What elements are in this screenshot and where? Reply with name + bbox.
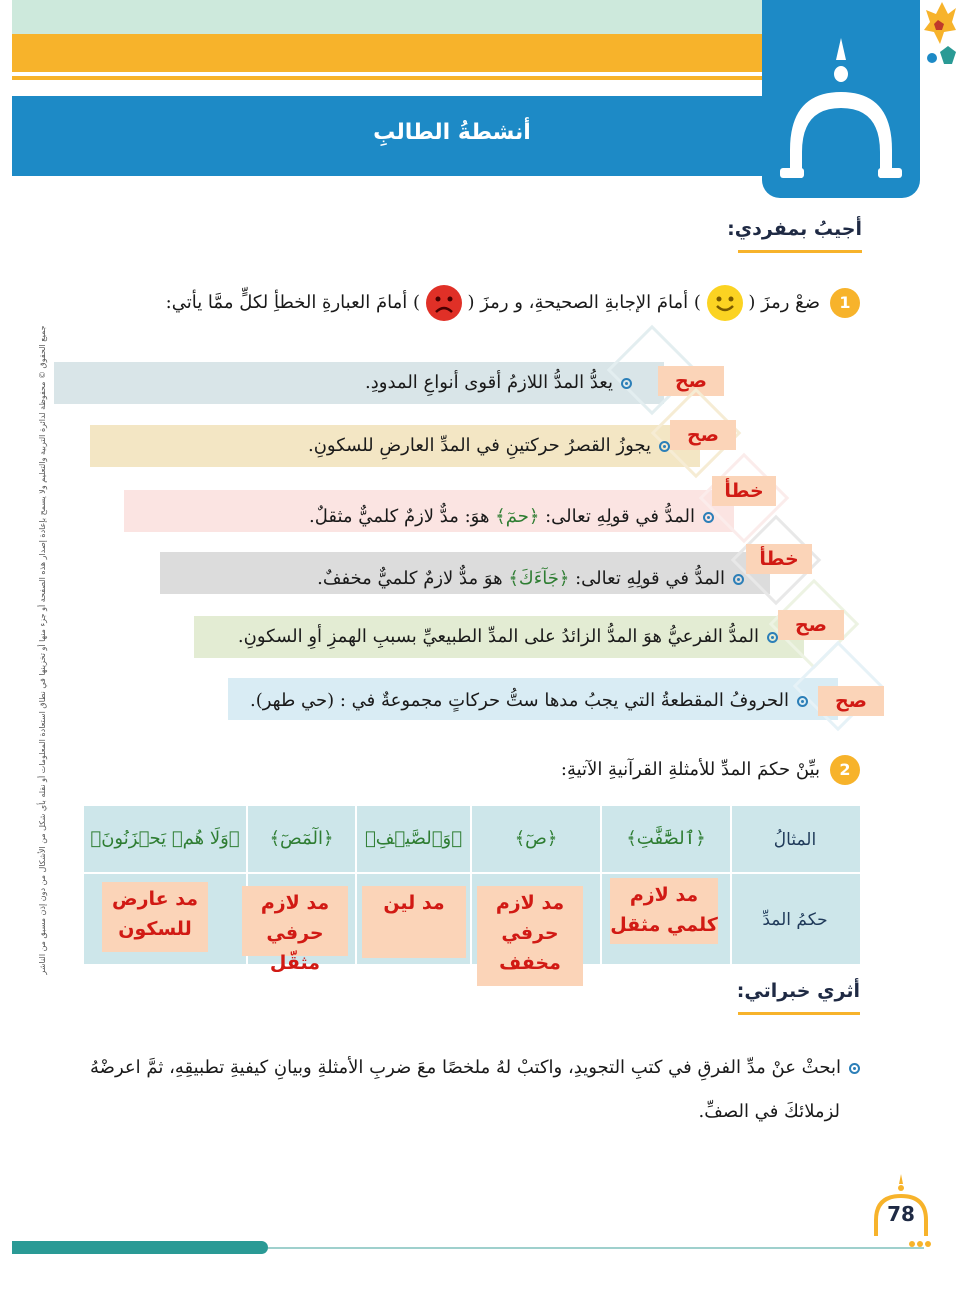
example-cell: ﴿وَلَا هُمۡ يَحۡزَنُونَ﴾ <box>90 828 240 849</box>
section-heading-enrich: أثري خبراتي: <box>736 980 860 1002</box>
bullet-icon <box>659 441 670 452</box>
q1-close-paren: ) <box>693 292 701 313</box>
ruling-answer: مد لازم كلمي مثقل <box>610 878 718 944</box>
statement-text: يعدُّ المدُّ اللازمُ أقوى أنواعِ المدودِ. <box>54 362 632 404</box>
enrichment-text: ابحثْ عنْ مدِّ الفرقِ في كتبِ التجويدِ، واكتبْ لهُ ملخصًا معَ ضربِ الأمثلةِ وبيانِ كيفيةِ تطبيقِهِ، ثمَّ اعرضْهُ <box>70 1048 860 1088</box>
q1-open-paren: ( <box>748 292 756 313</box>
question-number-2: 2 <box>830 755 860 785</box>
example-cell: ﴿ٱلصَّٰٓفَّٰتِ﴾ <box>626 828 706 849</box>
example-cell: ﴿الٓمٓصٓ﴾ <box>269 828 334 849</box>
example-cell: ﴿وَٱلصَّيۡفِ﴾ <box>364 828 463 849</box>
header-stripe <box>12 72 772 76</box>
bullet-icon <box>703 512 714 523</box>
table-row-divider <box>84 872 860 874</box>
statement-text: الحروفُ المقطعةُ التي يجبُ مدها ستُّ حركاتٍ مجموعةٌ في : (حي طهر). <box>228 680 808 722</box>
answer-badge: صح <box>818 686 884 716</box>
answer-badge: صح <box>658 366 724 396</box>
statement-text: المدُّ الفرعيُّ هوَ المدُّ الزائدُ على المدِّ الطبيعيِّ بسببِ الهمزِ أوِ السكونِ. <box>194 616 778 658</box>
q1-part3: أمامَ العبارةِ الخطأِ لكلٍّ ممَّا يأتي: <box>165 292 408 313</box>
bullet-icon <box>621 378 632 389</box>
corner-ornament <box>918 0 956 80</box>
heading-underline <box>738 1012 860 1015</box>
q1-part2: أمامَ الإجابةِ الصحيحةِ، و رمزَ <box>480 292 689 313</box>
happy-face-icon <box>707 285 743 321</box>
statement-text: المدُّ في قولِهِ تعالى: ﴿جَآءَكَ﴾ هوَ مدٌّ لازمٌ كلميٌّ مخففٌ. <box>160 558 744 600</box>
sad-face-icon <box>426 285 462 321</box>
footer-line <box>268 1247 924 1249</box>
question-number-1: 1 <box>830 288 860 318</box>
ruling-answer: مد لين <box>362 886 466 958</box>
row-header-ruling: حكمُ المدِّ <box>762 910 828 930</box>
header-top-band <box>12 0 772 38</box>
bullet-icon <box>767 632 778 643</box>
answer-badge: صح <box>670 420 736 450</box>
star-ornament-icon <box>918 0 956 80</box>
copyright-note: جميع الحقوق © محفوظة لدائرة التربية والتعليم ولا يسمح بإعادة إصدار هذه الصفحة أو جزء منها أو تخزينها في نطاق استعادة المعلومات أو نقله بأي شكل من الأشكال من دون إذن مسبق من الناشر <box>38 325 47 975</box>
bullet-icon <box>797 696 808 707</box>
heading-underline <box>738 250 862 253</box>
page-number: 78 <box>887 1202 915 1226</box>
enrichment-text-line2: لزملائكَ في الصفِّ. <box>698 1101 840 1122</box>
answer-badge: صح <box>778 610 844 640</box>
q1-close-paren-2: ) <box>412 292 421 313</box>
row-header-example: المثالُ <box>773 830 817 850</box>
ruling-answer: مد عارض للسكون <box>102 882 208 952</box>
bullet-icon <box>849 1063 860 1074</box>
section-heading-individual: أجيبُ بمفردي: <box>727 218 862 240</box>
page-title: أنشطةُ الطالبِ <box>373 120 531 145</box>
question-2-text: بيِّنْ حكمَ المدِّ للأمثلةِ القرآنيةِ الآتيةِ: <box>560 759 820 780</box>
answer-badge: خطأ <box>712 476 776 506</box>
statement-text: يجوزُ القصرُ حركتينِ في المدِّ العارضِ للسكونِ. <box>90 425 670 467</box>
mosque-emblem <box>762 0 920 198</box>
q1-part1: ضعْ رمزَ <box>761 292 820 313</box>
ruling-answer: مد لازم حرفي مثقّل <box>242 886 348 956</box>
statement-text: المدُّ في قولِهِ تعالى: ﴿حمٓ﴾ هوَ: مدٌّ لازمٌ كلميٌّ مثقلٌ. <box>124 496 714 538</box>
q1-open-paren-2: ( <box>467 292 475 313</box>
mosque-arch-icon <box>762 0 920 198</box>
ruling-answer: مد لازم حرفي مخفف <box>477 886 583 986</box>
bullet-icon <box>733 574 744 585</box>
example-cell: ﴿صٓ﴾ <box>514 828 558 849</box>
question-1-text <box>150 284 820 324</box>
footer-bar <box>12 1241 268 1254</box>
answer-badge: خطأ <box>746 544 812 574</box>
